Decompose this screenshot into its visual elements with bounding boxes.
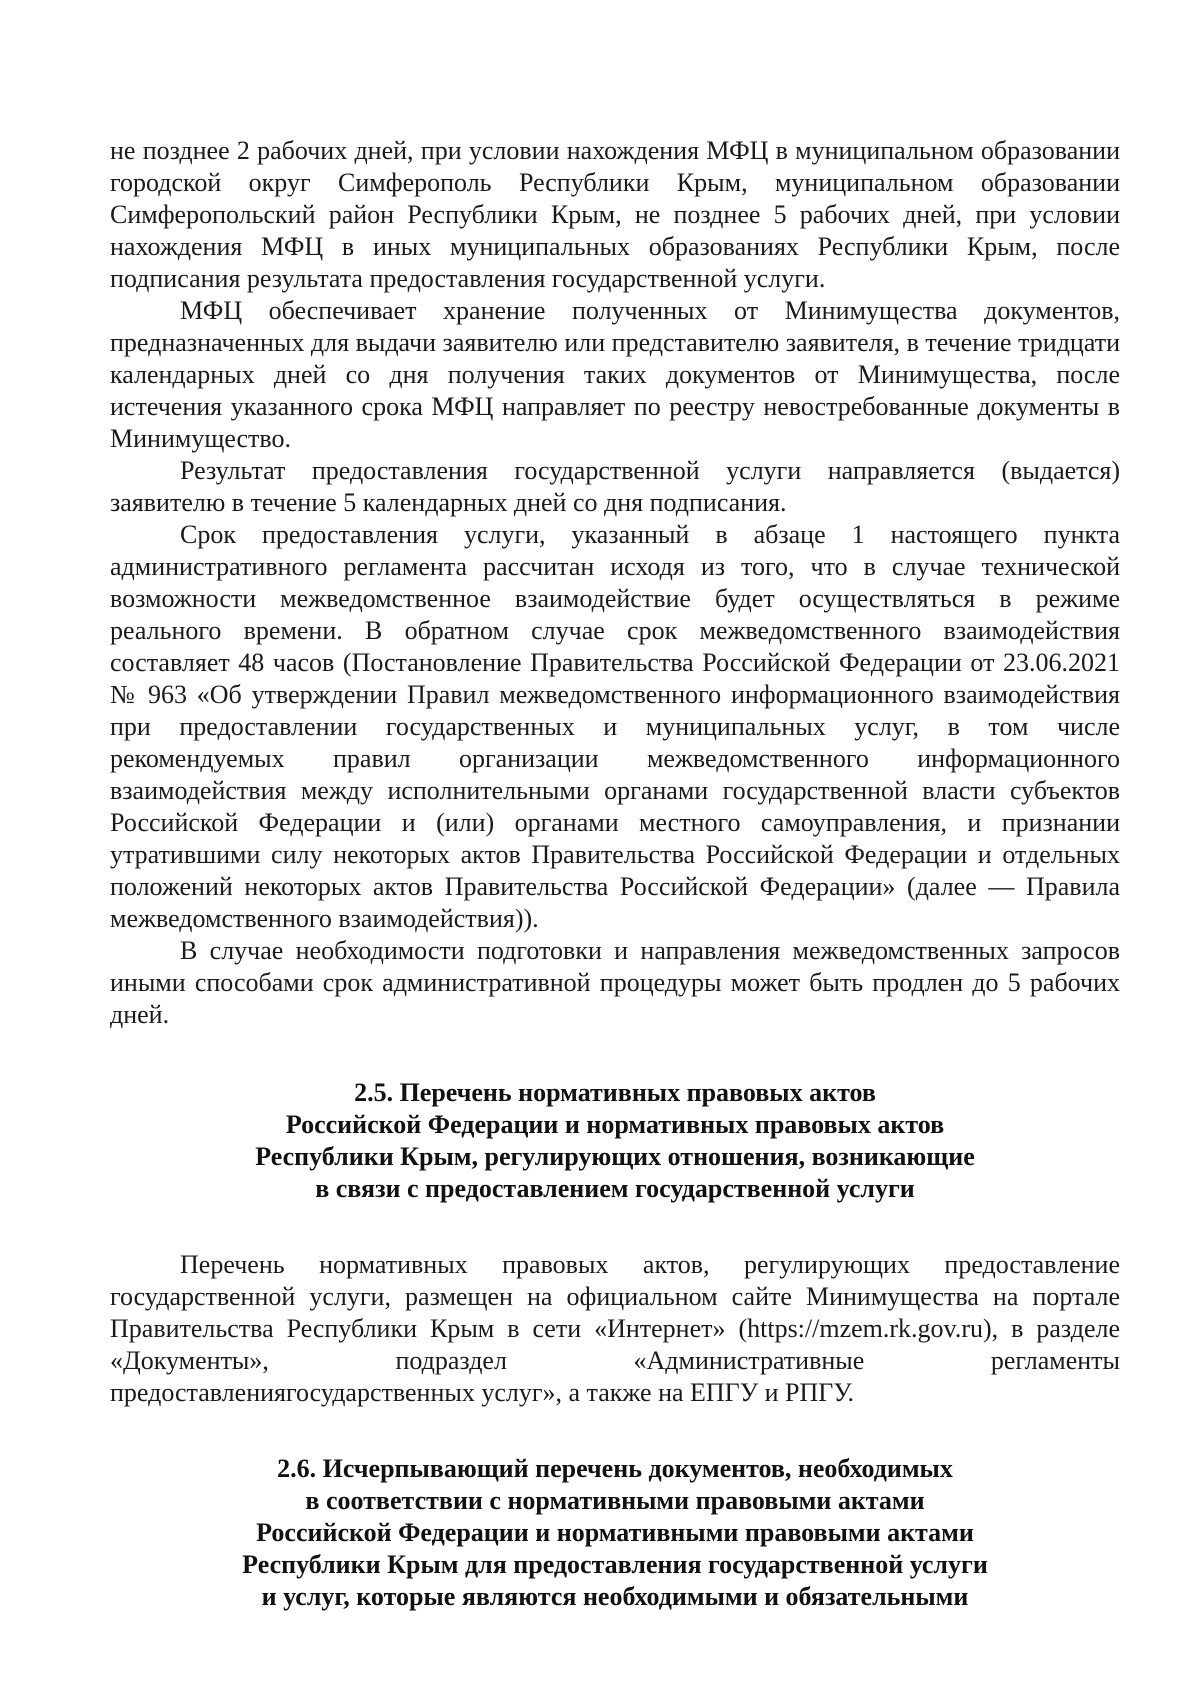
paragraph-result-delivery: Результат предоставления государственной услуги направляется (выдается) заявителю в течение 5 календарных дней со дня подписания. <box>110 456 1120 517</box>
document-page <box>110 135 1120 1613</box>
heading-line: Российской Федерации и нормативными правовыми актами <box>256 1518 974 1547</box>
heading-line: в связи с предоставлением государственной услуги <box>315 1174 915 1203</box>
paragraph-mfc-deadline: не позднее 2 рабочих дней, при условии нахождения МФЦ в муниципальном образовании городской округ Симферополь Республики Крым, муниципальном образовании Симферопольский район Республики Крым, не позднее 5 рабочих дней, при условии нахождения МФЦ в иных муниципальных образованиях Республики Крым, после подписания результата предоставления государственной услуги. <box>110 136 1120 293</box>
heading-line: Российской Федерации и нормативных правовых актов <box>285 1110 945 1139</box>
heading-line: Республики Крым для предоставления государственной услуги <box>242 1550 988 1579</box>
section-2-6-heading <box>110 1453 1120 1613</box>
heading-line: в соответствии с нормативными правовыми актами <box>305 1486 925 1515</box>
heading-line: и услуг, которые являются необходимыми и обязательными <box>261 1582 969 1611</box>
spacer <box>110 1409 1120 1453</box>
section-2-5-heading <box>110 1077 1120 1205</box>
heading-line: 2.5. Перечень нормативных правовых актов <box>354 1078 876 1107</box>
spacer <box>110 1031 1120 1077</box>
paragraph-mfc-storage: МФЦ обеспечивает хранение полученных от Минимущества документов, предназначенных для выдачи заявителю или представителю заявителя, в течение тридцати календарных дней со дня получения таких документов от Минимущества, после истечения указанного срока МФЦ направляет по реестру невостребованные документы в Минимущество. <box>110 296 1120 453</box>
paragraph-service-term: Срок предоставления услуги, указанный в абзаце 1 настоящего пункта административного регламента рассчитан исходя из того, что в случае технической возможности межведомственное взаимодействие будет осуществляться в режиме реального времени. В обратном случае срок межведомственного взаимодействия составляет 48 часов (Постановление Правительства Российской Федерации от 23.06.2021 № 963 «Об утверждении Правил межведомственного информационного взаимодействия при предоставлении государственных и муниципальных услуг, в том числе рекомендуемых правил организации межведомственного информационного взаимодействия между исполнительными органами государственной власти субъектов Российской Федерации и (или) органами местного самоуправления, и признании утратившими силу некоторых актов Правительства Российской Федерации и отдельных положений некоторых актов Правительства Российской Федерации» (далее — Правила межведомственного взаимодействия)). <box>110 520 1120 933</box>
heading-line: Республики Крым, регулирующих отношения, возникающие <box>255 1142 975 1171</box>
spacer <box>110 1205 1120 1249</box>
heading-line: 2.6. Исчерпывающий перечень документов, необходимых <box>277 1454 953 1483</box>
paragraph-extension: В случае необходимости подготовки и направления межведомственных запросов иными способами срок административной процедуры может быть продлен до 5 рабочих дней. <box>110 936 1120 1029</box>
paragraph-legal-acts-list: Перечень нормативных правовых актов, регулирующих предоставление государственной услуги, размещен на официальном сайте Минимущества на портале Правительства Республики Крым в сети «Интернет» (https://mzem.rk.gov.ru), в разделе «Документы», подраздел «Административные регламенты предоставлениягосударственных услуг», а также на ЕПГУ и РПГУ. <box>110 1250 1120 1407</box>
